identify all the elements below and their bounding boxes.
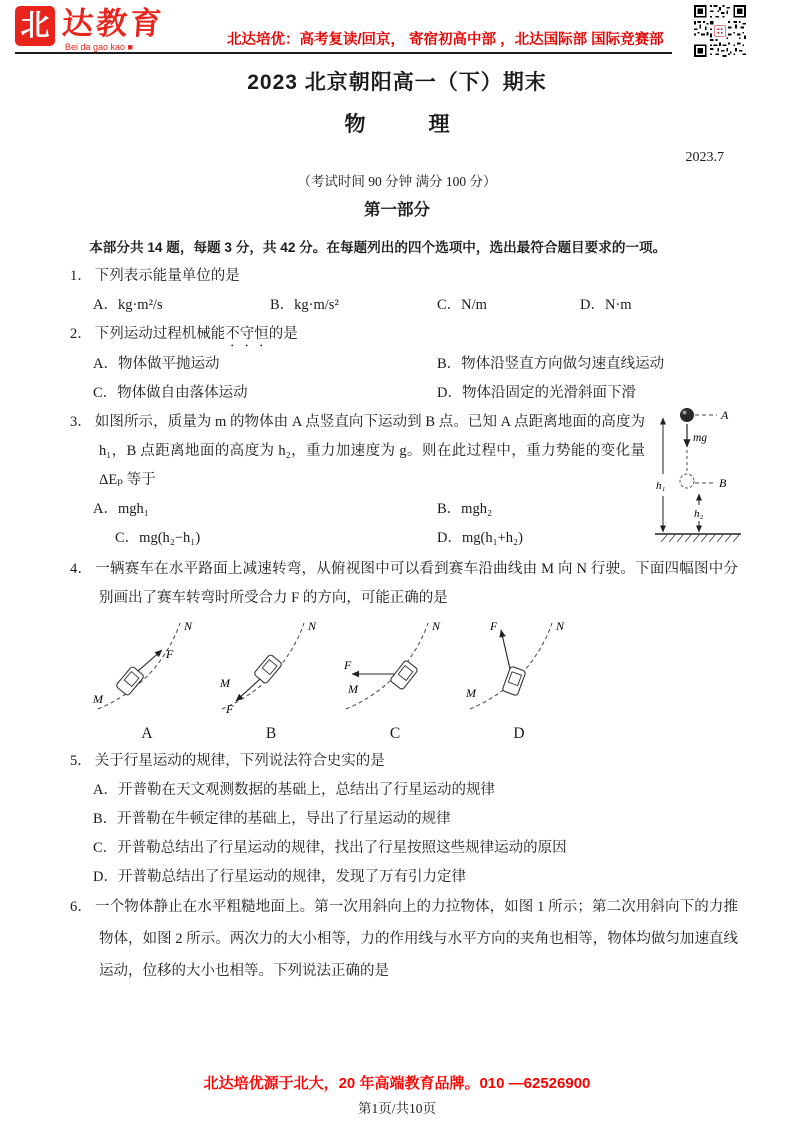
label-n: N <box>184 619 193 634</box>
label-n: N <box>556 619 565 634</box>
question-text-emphasized: 不守恒 <box>225 326 269 343</box>
car-turn-diagram-a <box>92 617 202 747</box>
option-b: B．物体沿竖直方向做匀速直线运动 <box>437 356 665 373</box>
logo-seal-icon: 北 <box>15 6 55 46</box>
option-d: D．mg(h₁+h₂) <box>437 530 523 547</box>
label-m: M <box>348 682 358 697</box>
label-f: F <box>226 702 234 717</box>
option-b: B．kg·m/s² <box>270 297 339 314</box>
question-1-options <box>93 291 738 320</box>
label-f: F <box>490 619 498 634</box>
option-a: A．kg·m²/s <box>93 297 163 314</box>
option-c: C．物体做自由落体运动 <box>93 385 248 402</box>
car-turn-diagram-d <box>464 617 574 747</box>
figure-label-b: B <box>719 476 727 491</box>
question-3-options <box>93 495 645 553</box>
question-number: 5． <box>70 753 92 770</box>
section-instructions: 本部分共 14 题，每题 3 分，共 42 分。在每题列出的四个选项中，选出最符合题目要求的一项。 <box>89 240 667 255</box>
force-arrow <box>501 630 510 669</box>
figure-label-mg: mg <box>693 432 708 445</box>
exam-date: 2023.7 <box>685 150 724 165</box>
page-header <box>0 0 794 52</box>
figure-label-h1: h₁ <box>656 480 666 493</box>
question-6 <box>70 892 738 988</box>
section-heading: 第一部分 <box>364 201 430 219</box>
option-a: A．物体做平抛运动 <box>93 356 220 373</box>
question-4 <box>70 555 738 613</box>
option-b: B．mgh₂ <box>437 501 493 518</box>
question-number: 4． <box>70 561 93 578</box>
question-number: 1． <box>70 268 92 285</box>
car-turn-diagram-b <box>216 617 326 747</box>
label-n: N <box>432 619 441 634</box>
diagram-label: C <box>389 725 401 743</box>
question-number: 3． <box>70 414 92 431</box>
question-2 <box>70 320 738 350</box>
diagram-label: D <box>513 725 525 743</box>
car-turn-diagram-c <box>340 617 450 747</box>
figure-label-a: A <box>721 408 729 423</box>
logo-romanized: Bei da gao kao ■ <box>65 42 133 52</box>
label-m: M <box>220 676 230 691</box>
option-c: C．开普勒总结出了行星运动的规律，找出了行星按照这些规律运动的原因 <box>93 840 567 857</box>
question-5-options <box>93 776 738 892</box>
option-a: A．mgh₁ <box>93 501 149 518</box>
force-arrow <box>138 650 162 671</box>
question-2-options <box>93 350 738 408</box>
question-5 <box>70 747 738 776</box>
diagram-label: B <box>265 725 277 743</box>
question-number: 6． <box>70 899 92 916</box>
label-m: M <box>93 692 103 707</box>
question-text-post: 的是 <box>268 326 298 343</box>
header-tagline: 北达培优：高考复读/回京， 寄宿初高中部 ，北达国际部 国际竞赛部 <box>227 32 664 48</box>
question-4-diagrams <box>92 617 738 747</box>
option-c: C．mg(h₂−h₁) <box>115 530 201 547</box>
footer-promo: 北达培优源于北大，20 年高端教育品牌。010 —62526900 <box>203 1075 591 1092</box>
question-text: 下列表示能量单位的是 <box>94 268 240 285</box>
option-d: D．N·m <box>580 297 632 314</box>
exam-title: 2023 北京朝阳高一（下）期末 <box>247 71 547 94</box>
page-number: 第1页/共10页 <box>357 1101 436 1116</box>
exam-meta: （考试时间 90 分钟 满分 100 分） <box>297 174 497 189</box>
option-a: A．开普勒在天文观测数据的基础上，总结出了行星运动的规律 <box>93 782 495 799</box>
beida-logo <box>15 6 227 52</box>
option-d: D．开普勒总结出了行星运动的规律，发现了万有引力定律 <box>93 869 466 886</box>
question-list <box>62 262 738 987</box>
diagram-label: A <box>141 725 153 743</box>
label-f: F <box>166 647 174 662</box>
question-text: 如图所示，质量为 m 的物体由 A 点竖直向下运动到 B 点。已知 A 点距离地面的高度为 h₁，B 点距离地面的高度为 h₂，重力加速度为 g。则在此过程中，重力势能的变化量 ΔEₚ 等于 <box>94 414 646 489</box>
logo-brand-text: 达教育 <box>60 6 166 42</box>
qr-code-icon <box>692 5 748 62</box>
question-number: 2． <box>70 326 92 343</box>
question-text: 关于行星运动的规律，下列说法符合史实的是 <box>94 753 385 770</box>
label-f: F <box>344 658 352 673</box>
question-1 <box>70 262 738 291</box>
figure-label-h2: h₂ <box>694 508 704 521</box>
falling-ball-figure <box>653 404 748 546</box>
label-m: M <box>466 686 476 701</box>
label-n: N <box>308 619 317 634</box>
question-text-pre: 下列运动过程机械能 <box>94 326 226 343</box>
question-text: 一辆赛车在水平路面上减速转弯，从俯视图中可以看到赛车沿曲线由 M 向 N 行驶。下面四幅图中分别画出了赛车转弯时所受合力 F 的方向，可能正确的是 <box>95 561 738 607</box>
option-c: C．N/m <box>437 297 487 314</box>
subject-title: 物 理 <box>344 113 450 136</box>
option-d: D．物体沿固定的光滑斜面下滑 <box>437 385 636 402</box>
force-arrow <box>236 679 260 701</box>
option-b: B．开普勒在牛顿定律的基础上，导出了行星运动的规律 <box>93 811 451 828</box>
question-text: 一个物体静止在水平粗糙地面上。第一次用斜向上的力拉物体，如图 1 所示；第二次用斜向下的力推物体，如图 2 所示。两次力的大小相等，力的作用线与水平方向的夹角也相等，物体均做匀加速直线运动，位移的大小也相等。下列说法正确的是 <box>94 899 739 980</box>
header-divider <box>15 52 672 54</box>
